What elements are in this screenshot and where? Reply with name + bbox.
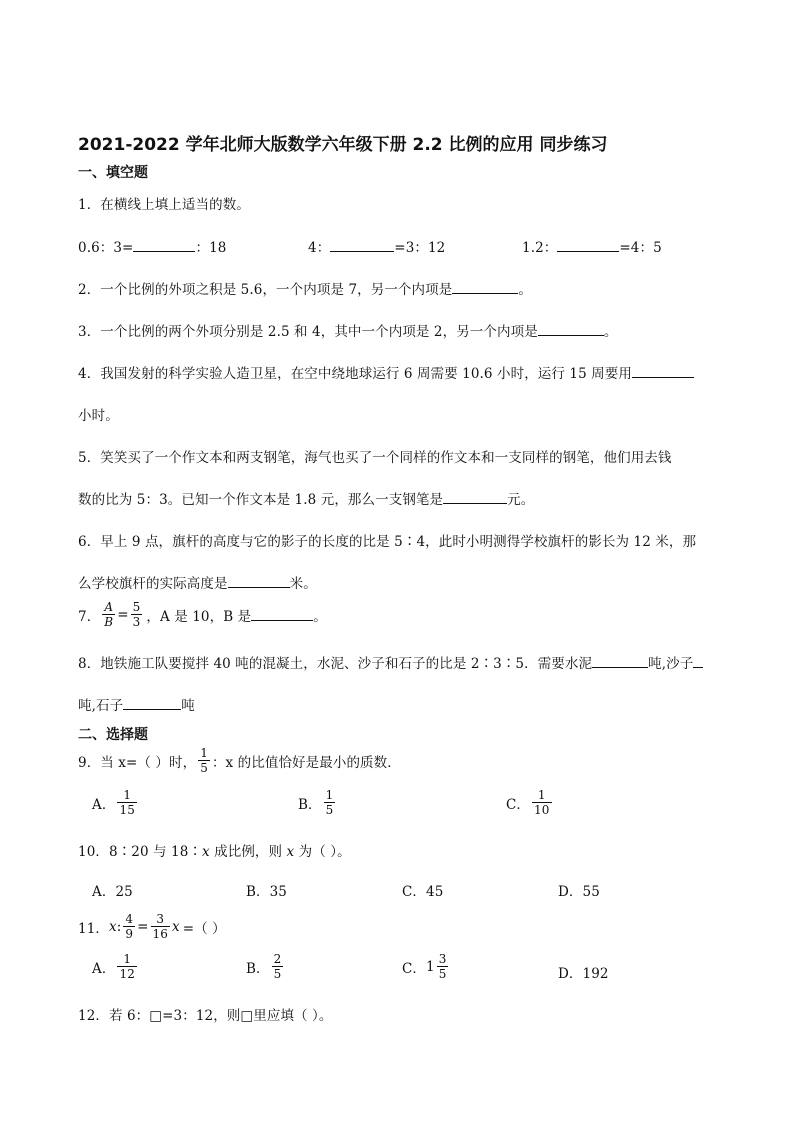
q11-option-a[interactable] xyxy=(92,952,139,981)
question-9 xyxy=(78,746,401,775)
q11-var: x xyxy=(172,918,180,935)
question-5-line-1: 5．笑笑买了一个作文本和两支钢笔，海气也买了一个同样的作文本和一支同样的钢笔，他们用去钱 xyxy=(78,450,672,466)
q5-end: 元。 xyxy=(507,492,535,508)
q1c-right: =4：5 xyxy=(619,240,662,256)
q11-var: x xyxy=(108,918,117,935)
answer-blank[interactable] xyxy=(592,655,648,668)
q9-text-2: ：x 的比值恰好是最小的质数． xyxy=(211,754,401,771)
q5-text: 数的比为 5：3。已知一个作文本是 1.8 元，那么一支钢笔是 xyxy=(78,492,444,508)
question-11 xyxy=(78,912,226,941)
fraction-a-over-b: $\frac{A}{B}$ xyxy=(104,600,114,629)
option-label: C． xyxy=(402,960,427,977)
q10-option-c[interactable]: C．45 xyxy=(402,884,444,900)
option-fraction: $\frac{1}{10}$ xyxy=(534,788,550,817)
q1a-right: ：18 xyxy=(195,240,227,256)
fraction-four-ninths: $\frac{4}{9}$ xyxy=(125,912,134,941)
section-heading-fill-blank: 一、填空题 xyxy=(78,165,148,181)
q10-option-a[interactable]: A．25 xyxy=(92,884,133,900)
q10-var: x xyxy=(202,844,210,860)
q2-text: 2．一个比例的外项之积是 5.6，一个内项是 7，另一个内项是 xyxy=(78,282,453,298)
option-fraction: $\frac{1}{15}$ xyxy=(119,788,135,817)
question-10 xyxy=(78,840,351,860)
q1a-left: 0.6：3= xyxy=(78,240,134,256)
fraction-five-thirds: $\frac{5}{3}$ xyxy=(132,600,141,629)
question-3 xyxy=(78,320,617,340)
question-6-line-2 xyxy=(78,572,317,592)
answer-blank[interactable] xyxy=(133,239,195,252)
q6-text: 么学校旗杆的实际高度是 xyxy=(78,576,228,592)
fraction-one-fifth: $\frac{1}{5}$ xyxy=(200,746,208,775)
q8-end: 吨 xyxy=(181,698,195,714)
q10-text: 10．8∶20 与 18∶ xyxy=(78,844,203,860)
option-label: A． xyxy=(92,796,116,813)
mixed-number-whole: 1 xyxy=(426,958,435,975)
q1b-left: 4： xyxy=(308,240,331,256)
question-1-item-c xyxy=(522,236,662,256)
fraction-three-sixteenths: $\frac{3}{16}$ xyxy=(152,912,169,941)
q10-text-3: 为（ ）。 xyxy=(294,844,351,860)
option-fraction: $\frac{3}{5}$ xyxy=(438,952,447,981)
q11-option-d[interactable]: D．192 xyxy=(558,966,609,982)
q8-text-2: 吨,石子 xyxy=(78,698,124,714)
q6-end: 米。 xyxy=(289,576,317,592)
answer-blank[interactable] xyxy=(693,655,703,668)
answer-blank[interactable] xyxy=(330,239,394,252)
page-title: 2021-2022 学年北师大版数学六年级下册 2.2 比例的应用 同步练习 xyxy=(78,135,608,155)
q9-text: 9．当 x=（ ）时， xyxy=(78,754,197,771)
q7-text: ，A 是 10，B 是 xyxy=(146,608,252,625)
answer-blank[interactable] xyxy=(123,697,181,710)
q7-end: 。 xyxy=(313,608,327,625)
q11-number: 11． xyxy=(78,920,109,937)
q8-mid: 吨,沙子 xyxy=(648,656,694,672)
answer-blank[interactable] xyxy=(452,281,518,294)
question-8-line-1 xyxy=(78,652,703,672)
question-4-line-1 xyxy=(78,362,694,382)
q11-option-c[interactable] xyxy=(402,952,450,981)
q10-text-2: 成比例，则 xyxy=(209,844,287,860)
question-5-line-2 xyxy=(78,488,534,508)
option-fraction: $\frac{1}{12}$ xyxy=(119,952,135,981)
option-label: C． xyxy=(506,796,531,813)
option-label: B． xyxy=(246,960,270,977)
q10-option-b[interactable]: B．35 xyxy=(246,884,287,900)
equals-sign: = xyxy=(117,606,129,623)
q11-colon: : xyxy=(116,918,122,935)
q7-number: 7． xyxy=(78,608,101,625)
answer-blank[interactable] xyxy=(557,239,619,252)
answer-blank[interactable] xyxy=(443,491,507,504)
q4-text: 4．我国发射的科学实验人造卫星，在空中绕地球运行 6 周需要 10.6 小时，运行 15 周要用 xyxy=(78,366,632,382)
question-2 xyxy=(78,278,532,298)
q11-option-b[interactable] xyxy=(246,952,285,981)
q8-text: 8．地铁施工队要搅拌 40 吨的混凝土，水泥、沙子和石子的比是 2∶3∶5．需要水泥 xyxy=(78,656,593,672)
q1b-right: =3：12 xyxy=(394,240,446,256)
question-8-line-2 xyxy=(78,694,195,714)
answer-blank[interactable] xyxy=(228,575,290,588)
q3-end: 。 xyxy=(603,324,618,340)
equals-sign: = xyxy=(137,918,149,935)
q2-end: 。 xyxy=(518,282,532,298)
option-fraction: $\frac{1}{5}$ xyxy=(325,788,334,817)
q11-tail: =（ ） xyxy=(182,920,226,937)
q9-option-a[interactable] xyxy=(92,788,139,817)
question-7 xyxy=(78,600,327,629)
question-1-text: 1．在横线上填上适当的数。 xyxy=(78,197,250,213)
question-4-line-2: 小时。 xyxy=(78,408,119,424)
q10-option-d[interactable]: D．55 xyxy=(558,884,600,900)
q9-option-c[interactable] xyxy=(506,788,554,817)
q3-text: 3．一个比例的两个外项分别是 2.5 和 4，其中一个内项是 2，另一个内项是 xyxy=(78,324,538,340)
question-1-item-a xyxy=(78,236,226,256)
question-12: 12．若 6：□=3：12，则□里应填（ ）。 xyxy=(78,1008,333,1024)
question-1-item-b xyxy=(308,236,445,256)
q1c-left: 1.2： xyxy=(522,240,558,256)
option-label: B． xyxy=(298,796,322,813)
q10-var: x xyxy=(286,844,295,860)
answer-blank[interactable] xyxy=(632,365,694,378)
section-heading-multiple-choice: 二、选择题 xyxy=(78,727,148,743)
question-6-line-1: 6．早上 9 点，旗杆的高度与它的影子的长度的比是 5∶4，此时小明测得学校旗杆的影长为 12 米，那 xyxy=(78,534,697,550)
answer-blank[interactable] xyxy=(251,608,313,621)
option-label: A． xyxy=(92,960,116,977)
answer-blank[interactable] xyxy=(538,323,604,336)
q9-option-b[interactable] xyxy=(298,788,337,817)
option-fraction: $\frac{2}{5}$ xyxy=(273,952,282,981)
